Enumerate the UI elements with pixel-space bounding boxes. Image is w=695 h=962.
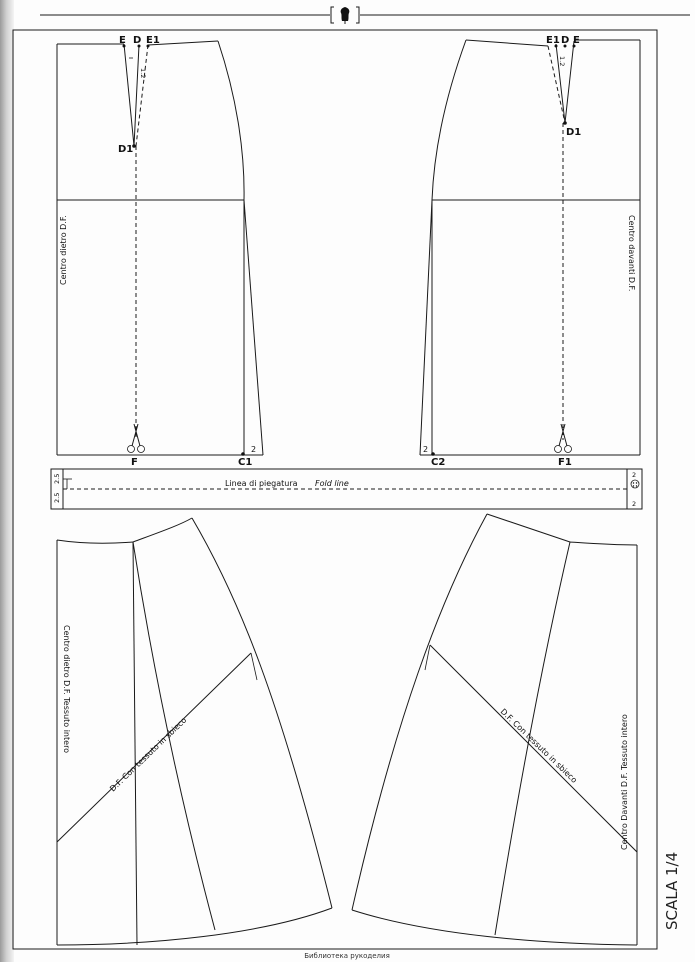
back-dart: [124, 44, 139, 146]
bias-front-notch: [425, 645, 430, 670]
front-point-d1: D1: [566, 127, 582, 138]
front-dart-value: 1.2: [558, 56, 566, 67]
front-center-label: Centro davanti D.F.: [627, 215, 636, 292]
front-dart: [556, 41, 574, 123]
back-point-d1: D1: [118, 144, 134, 155]
waistband-right-lower: 2: [632, 500, 637, 508]
bias-front-side: [352, 514, 487, 910]
front-point-e1: E1: [546, 35, 560, 46]
waistband-left-upper: 2.5: [53, 473, 61, 484]
fold-line-label-en: Fold line: [315, 479, 349, 488]
back-dart-point-markers: [123, 45, 245, 456]
bias-front-center-label: Centro Davanti D.F. Tessuto intero: [620, 714, 629, 850]
bias-front-waist-right: [570, 542, 637, 545]
front-point-e: E: [573, 35, 580, 46]
bottom-skirt-piece: [57, 514, 637, 945]
bias-back-label: D.F. Con tessuto in sbieco: [108, 715, 189, 794]
back-dart-value: 1.2: [139, 68, 147, 79]
bias-back-notch: [251, 653, 257, 680]
bias-back-side: [192, 518, 332, 908]
mannequin-logo-icon: [331, 7, 359, 24]
front-side-flare: [420, 200, 432, 455]
front-hem-allowance: 2: [423, 445, 429, 454]
bias-back-hem: [57, 908, 332, 945]
back-point-c1: C1: [238, 457, 253, 468]
bias-back-seam: [133, 542, 215, 930]
back-hip-curve: [218, 41, 244, 200]
back-center-label: Centro dietro D.F.: [59, 215, 68, 285]
bias-back-waist-right: [133, 518, 192, 542]
header: [40, 7, 690, 24]
waistband-right-upper: 2: [632, 471, 637, 479]
back-side-flare: [244, 200, 263, 455]
bias-front-label: D.F. Con tessuto in sbieco: [498, 706, 579, 785]
bias-back-center-label: Centro dietro D.F. Tessuto intero: [62, 625, 71, 754]
bias-back-grain: [133, 542, 137, 945]
footer-watermark: Библиотека рукоделия: [304, 952, 390, 960]
bias-front-hem: [352, 910, 637, 945]
front-point-c2: C2: [431, 457, 446, 468]
button-mark-icon: [631, 480, 639, 488]
back-point-f: F: [131, 457, 138, 468]
back-point-e1: E1: [146, 35, 160, 46]
front-point-f1: F1: [558, 457, 572, 468]
waistband-left-lower: 2.5: [53, 492, 61, 503]
front-waist-left: [466, 40, 548, 46]
front-dart-point-markers: [431, 45, 575, 456]
bias-front-waist-left: [487, 514, 570, 542]
back-point-d: D: [133, 35, 142, 46]
top-skirt-piece: [57, 35, 640, 468]
waistband-strip: [51, 469, 642, 509]
scale-label: SCALA 1/4: [663, 851, 681, 930]
front-point-d: D: [561, 35, 570, 46]
back-point-e: E: [119, 35, 126, 46]
bias-back-waist-left: [57, 540, 133, 543]
front-hip-curve: [432, 40, 466, 200]
back-hem-allowance: 2: [251, 445, 257, 454]
bias-front-bias-line: [430, 645, 637, 852]
fold-line-label-it: Linea di piegatura: [225, 479, 298, 488]
